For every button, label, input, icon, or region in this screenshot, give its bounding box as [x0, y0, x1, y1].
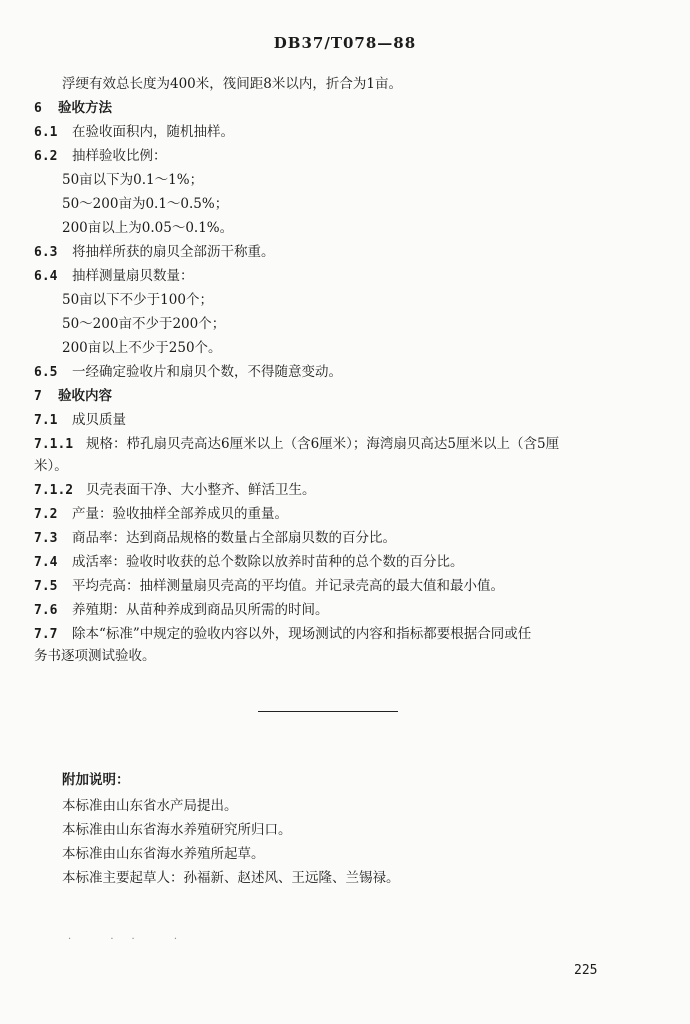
- clause-text: 成贝质量: [72, 412, 126, 428]
- clause-6-5: [34, 362, 342, 383]
- clause-number: 7.5: [34, 579, 58, 594]
- ratio-item: 200亩以上为0.05～0.1%。: [62, 220, 234, 236]
- ratio-item: 50～200亩为0.1～0.5%；: [62, 196, 229, 212]
- clause-number: 7.3: [34, 531, 58, 546]
- clause-6-4: [34, 266, 194, 287]
- note-line: 本标准由山东省海水养殖研究所归口。: [62, 822, 292, 838]
- clause-7-2: [34, 504, 288, 525]
- clause-number: 7.1: [34, 413, 58, 428]
- clause-text: 除本“标准”中规定的验收内容以外，现场测试的内容和指标都要根据合同或任: [72, 626, 532, 642]
- clause-text: 在验收面积内，随机抽样。: [72, 124, 234, 140]
- clause-number: 6.3: [34, 245, 58, 260]
- clause-text: 规格：栉孔扇贝壳高达6厘米以上（含6厘米）；海湾扇贝高达5厘米以上（含5厘: [86, 436, 560, 452]
- section-7-heading: [34, 386, 112, 407]
- section-6-heading: [34, 98, 112, 119]
- clause-text: 养殖期：从苗种养成到商品贝所需的时间。: [72, 602, 329, 618]
- clause-number: 7.4: [34, 555, 58, 570]
- clause-text: 平均壳高：抽样测量扇贝壳高的平均值。并记录壳高的最大值和最小值。: [72, 578, 504, 594]
- clause-continuation: 米）。: [34, 458, 68, 474]
- clause-7-6: [34, 600, 329, 621]
- clause-text: 商品率：达到商品规格的数量占全部扇贝数的百分比。: [72, 530, 396, 546]
- clause-number: 7.1.2: [34, 483, 74, 498]
- clause-7-3: [34, 528, 396, 549]
- clause-text: 成活率：验收时收获的总个数除以放养时苗种的总个数的百分比。: [72, 554, 464, 570]
- clause-7-7: [34, 624, 531, 645]
- note-line: 本标准由山东省海水养殖所起草。: [62, 846, 265, 862]
- clause-number: 7.6: [34, 603, 58, 618]
- count-item: 50亩以下不少于100个；: [62, 292, 213, 308]
- section-divider: [258, 711, 398, 712]
- clause-text: 抽样测量扇贝数量：: [72, 268, 194, 284]
- section-number: 6: [34, 101, 42, 116]
- clause-text: 一经确定验收片和扇贝个数，不得随意变动。: [72, 364, 342, 380]
- clause-6-1: [34, 122, 234, 143]
- clause-7-4: [34, 552, 464, 573]
- page-number: 225: [574, 963, 598, 978]
- clause-number: 7.2: [34, 507, 58, 522]
- clause-number: 6.4: [34, 269, 58, 284]
- clause-text: 将抽样所获的扇贝全部沥干称重。: [72, 244, 275, 260]
- paragraph-line: 浮绠有效总长度为400米，筏间距8米以内，折合为1亩。: [62, 76, 402, 92]
- clause-7-1-2: [34, 480, 316, 501]
- scan-specks: · ·· ·: [68, 934, 196, 945]
- clause-7-1-1: [34, 434, 559, 455]
- note-line: 本标准由山东省水产局提出。: [62, 798, 238, 814]
- section-title: 验收内容: [58, 388, 112, 404]
- count-item: 50～200亩不少于200个；: [62, 316, 226, 332]
- clause-number: 6.2: [34, 149, 58, 164]
- clause-number: 6.5: [34, 365, 58, 380]
- clause-text: 产量：验收抽样全部养成贝的重量。: [72, 506, 288, 522]
- clause-continuation: 务书逐项测试验收。: [34, 648, 156, 664]
- clause-number: 7.7: [34, 627, 58, 642]
- ratio-item: 50亩以下为0.1～1%；: [62, 172, 204, 188]
- note-line: 本标准主要起草人：孙福新、赵述风、王远隆、兰锡禄。: [62, 870, 400, 886]
- section-title: 验收方法: [58, 100, 112, 116]
- clause-6-2: [34, 146, 167, 167]
- clause-text: 贝壳表面干净、大小整齐、鲜活卫生。: [86, 482, 316, 498]
- count-item: 200亩以上不少于250个。: [62, 340, 222, 356]
- clause-6-3: [34, 242, 275, 263]
- standard-code-header: DB37/T078—88: [273, 34, 417, 52]
- clause-text: 抽样验收比例：: [72, 148, 167, 164]
- clause-number: 7.1.1: [34, 437, 74, 452]
- clause-7-5: [34, 576, 504, 597]
- clause-number: 6.1: [34, 125, 58, 140]
- notes-title: 附加说明：: [62, 772, 130, 788]
- clause-7-1: [34, 410, 126, 431]
- section-number: 7: [34, 389, 42, 404]
